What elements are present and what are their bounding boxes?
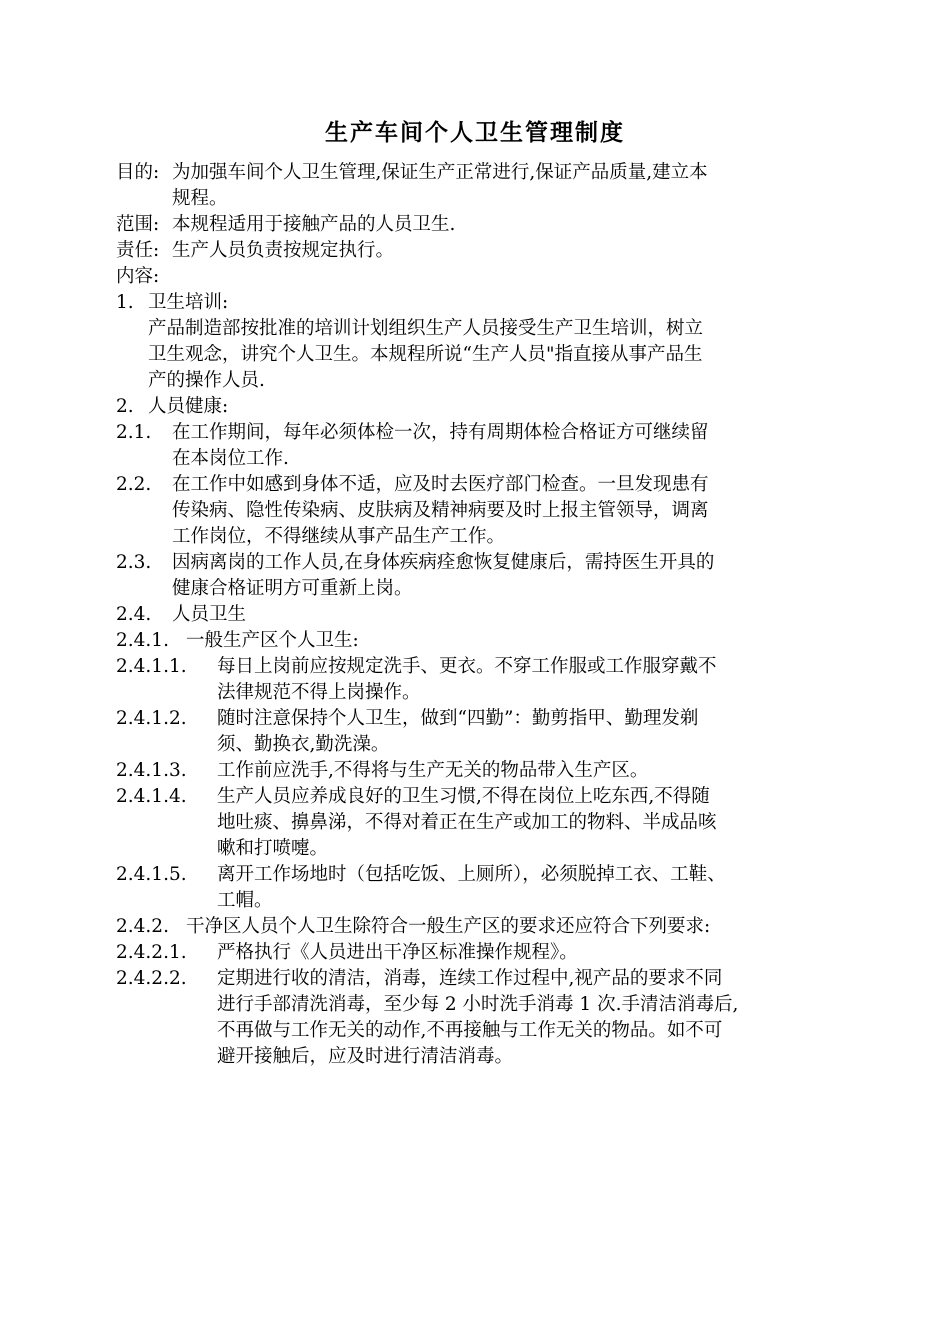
text-line: 干净区人员个人卫生除符合一般生产区的要求还应符合下列要求: (186, 916, 711, 937)
section-number: 2.4.1. (116, 630, 169, 651)
text-line: 工作岗位，不得继续从事产品生产工作。 (172, 526, 506, 547)
text-line: 产的操作人员. (148, 370, 265, 391)
section-number: 2.4.1.2. (116, 708, 187, 729)
paragraph (116, 420, 846, 472)
section-number: 2.4. (116, 604, 152, 625)
text-line: 一般生产区个人卫生: (186, 630, 359, 651)
text-line: 为加强车间个人卫生管理,保证生产正常进行,保证产品质量,建立本 (172, 162, 708, 183)
paragraph (116, 966, 846, 1070)
paragraph (116, 940, 846, 966)
text-line: 本规程适用于接触产品的人员卫生. (172, 214, 456, 235)
text-line: 人员卫生 (172, 604, 247, 625)
section-number: 2.4.2. (116, 916, 169, 937)
section-number: 责任: (116, 240, 160, 261)
text-line: 法律规范不得上岗操作。 (217, 682, 421, 703)
text-line: 离开工作场地时（包括吃饭、上厕所），必须脱掉工衣、工鞋、 (217, 864, 726, 885)
text-line: 传染病、隐性传染病、皮肤病及精神病要及时上报主管领导，调离 (172, 500, 709, 521)
text-line: 定期进行收的清洁，消毒，连续工作过程中,视产品的要求不同 (217, 968, 723, 989)
text-line: 随时注意保持个人卫生，做到“四勤”：勤剪指甲、勤理发剃 (217, 708, 699, 729)
text-line: 产品制造部按批准的培训计划组织生产人员接受生产卫生培训，树立 (148, 318, 704, 339)
section-number: 目的: (116, 162, 160, 183)
paragraph (116, 238, 846, 264)
text-line: 工作前应洗手,不得将与生产无关的物品带入生产区。 (217, 760, 649, 781)
text-line: 工帽。 (217, 890, 273, 911)
section-number: 2.4.2.1. (116, 942, 187, 963)
paragraph (116, 654, 846, 706)
text-line: 卫生培训: (148, 292, 229, 313)
paragraph (116, 160, 846, 212)
text-line: 在工作期间，每年必须体检一次，持有周期体检合格证方可继续留 (172, 422, 709, 443)
text-line: 每日上岗前应按规定洗手、更衣。不穿工作服或工作服穿戴不 (217, 656, 717, 677)
text-line: 生产人员应养成良好的卫生习惯,不得在岗位上吃东西,不得随 (217, 786, 710, 807)
section-number: 2.2. (116, 474, 152, 495)
text-line: 不再做与工作无关的动作,不再接触与工作无关的物品。如不可 (217, 1020, 723, 1041)
section-number: 2.4.1.3. (116, 760, 187, 781)
paragraph (116, 758, 846, 784)
section-number: 2.4.1.5. (116, 864, 187, 885)
section-number: 2. (116, 396, 134, 417)
text-line: 卫生观念，讲究个人卫生。本规程所说“生产人员"指直接从事产品生 (148, 344, 703, 365)
section-number: 1. (116, 292, 134, 313)
paragraph (116, 290, 846, 316)
section-number: 范围: (116, 214, 160, 235)
paragraph (116, 862, 846, 914)
paragraph (116, 472, 846, 550)
text-line: 健康合格证明方可重新上岗。 (172, 578, 413, 599)
text-line: 避开接触后，应及时进行清洁消毒。 (217, 1046, 514, 1067)
document-title: 生产车间个人卫生管理制度 (325, 119, 625, 146)
text-line: 内容: (116, 266, 160, 287)
paragraph (116, 914, 846, 940)
section-number: 2.1. (116, 422, 152, 443)
text-line: 生产人员负责按规定执行。 (172, 240, 395, 261)
text-line: 因病离岗的工作人员,在身体疾病痊愈恢复健康后，需持医生开具的 (172, 552, 715, 573)
section-number: 2.4.2.2. (116, 968, 187, 989)
text-line: 在工作中如感到身体不适，应及时去医疗部门检查。一旦发现患有 (172, 474, 709, 495)
paragraph (116, 550, 846, 602)
text-line: 规程。 (172, 188, 228, 209)
paragraph (116, 706, 846, 758)
section-number: 2.3. (116, 552, 152, 573)
section-number: 2.4.1.4. (116, 786, 187, 807)
document-body (116, 160, 846, 1070)
text-line: 进行手部清洗消毒，至少每 2 小时洗手消毒 1 次.手清洁消毒后, (217, 994, 739, 1015)
paragraph (116, 784, 846, 862)
text-line: 人员健康: (148, 396, 229, 417)
text-line: 嗽和打喷嚏。 (217, 838, 329, 859)
paragraph (116, 264, 846, 290)
text-line: 在本岗位工作. (172, 448, 289, 469)
text-line: 须、勤换衣,勤洗澡。 (217, 734, 390, 755)
paragraph (116, 394, 846, 420)
paragraph (116, 628, 846, 654)
paragraph (116, 602, 846, 628)
paragraph (116, 316, 846, 394)
text-line: 地吐痰、擤鼻涕，不得对着正在生产或加工的物料、半成品咳 (217, 812, 717, 833)
paragraph (116, 212, 846, 238)
section-number: 2.4.1.1. (116, 656, 187, 677)
text-line: 严格执行《人员进出干净区标准操作规程》。 (217, 942, 578, 963)
